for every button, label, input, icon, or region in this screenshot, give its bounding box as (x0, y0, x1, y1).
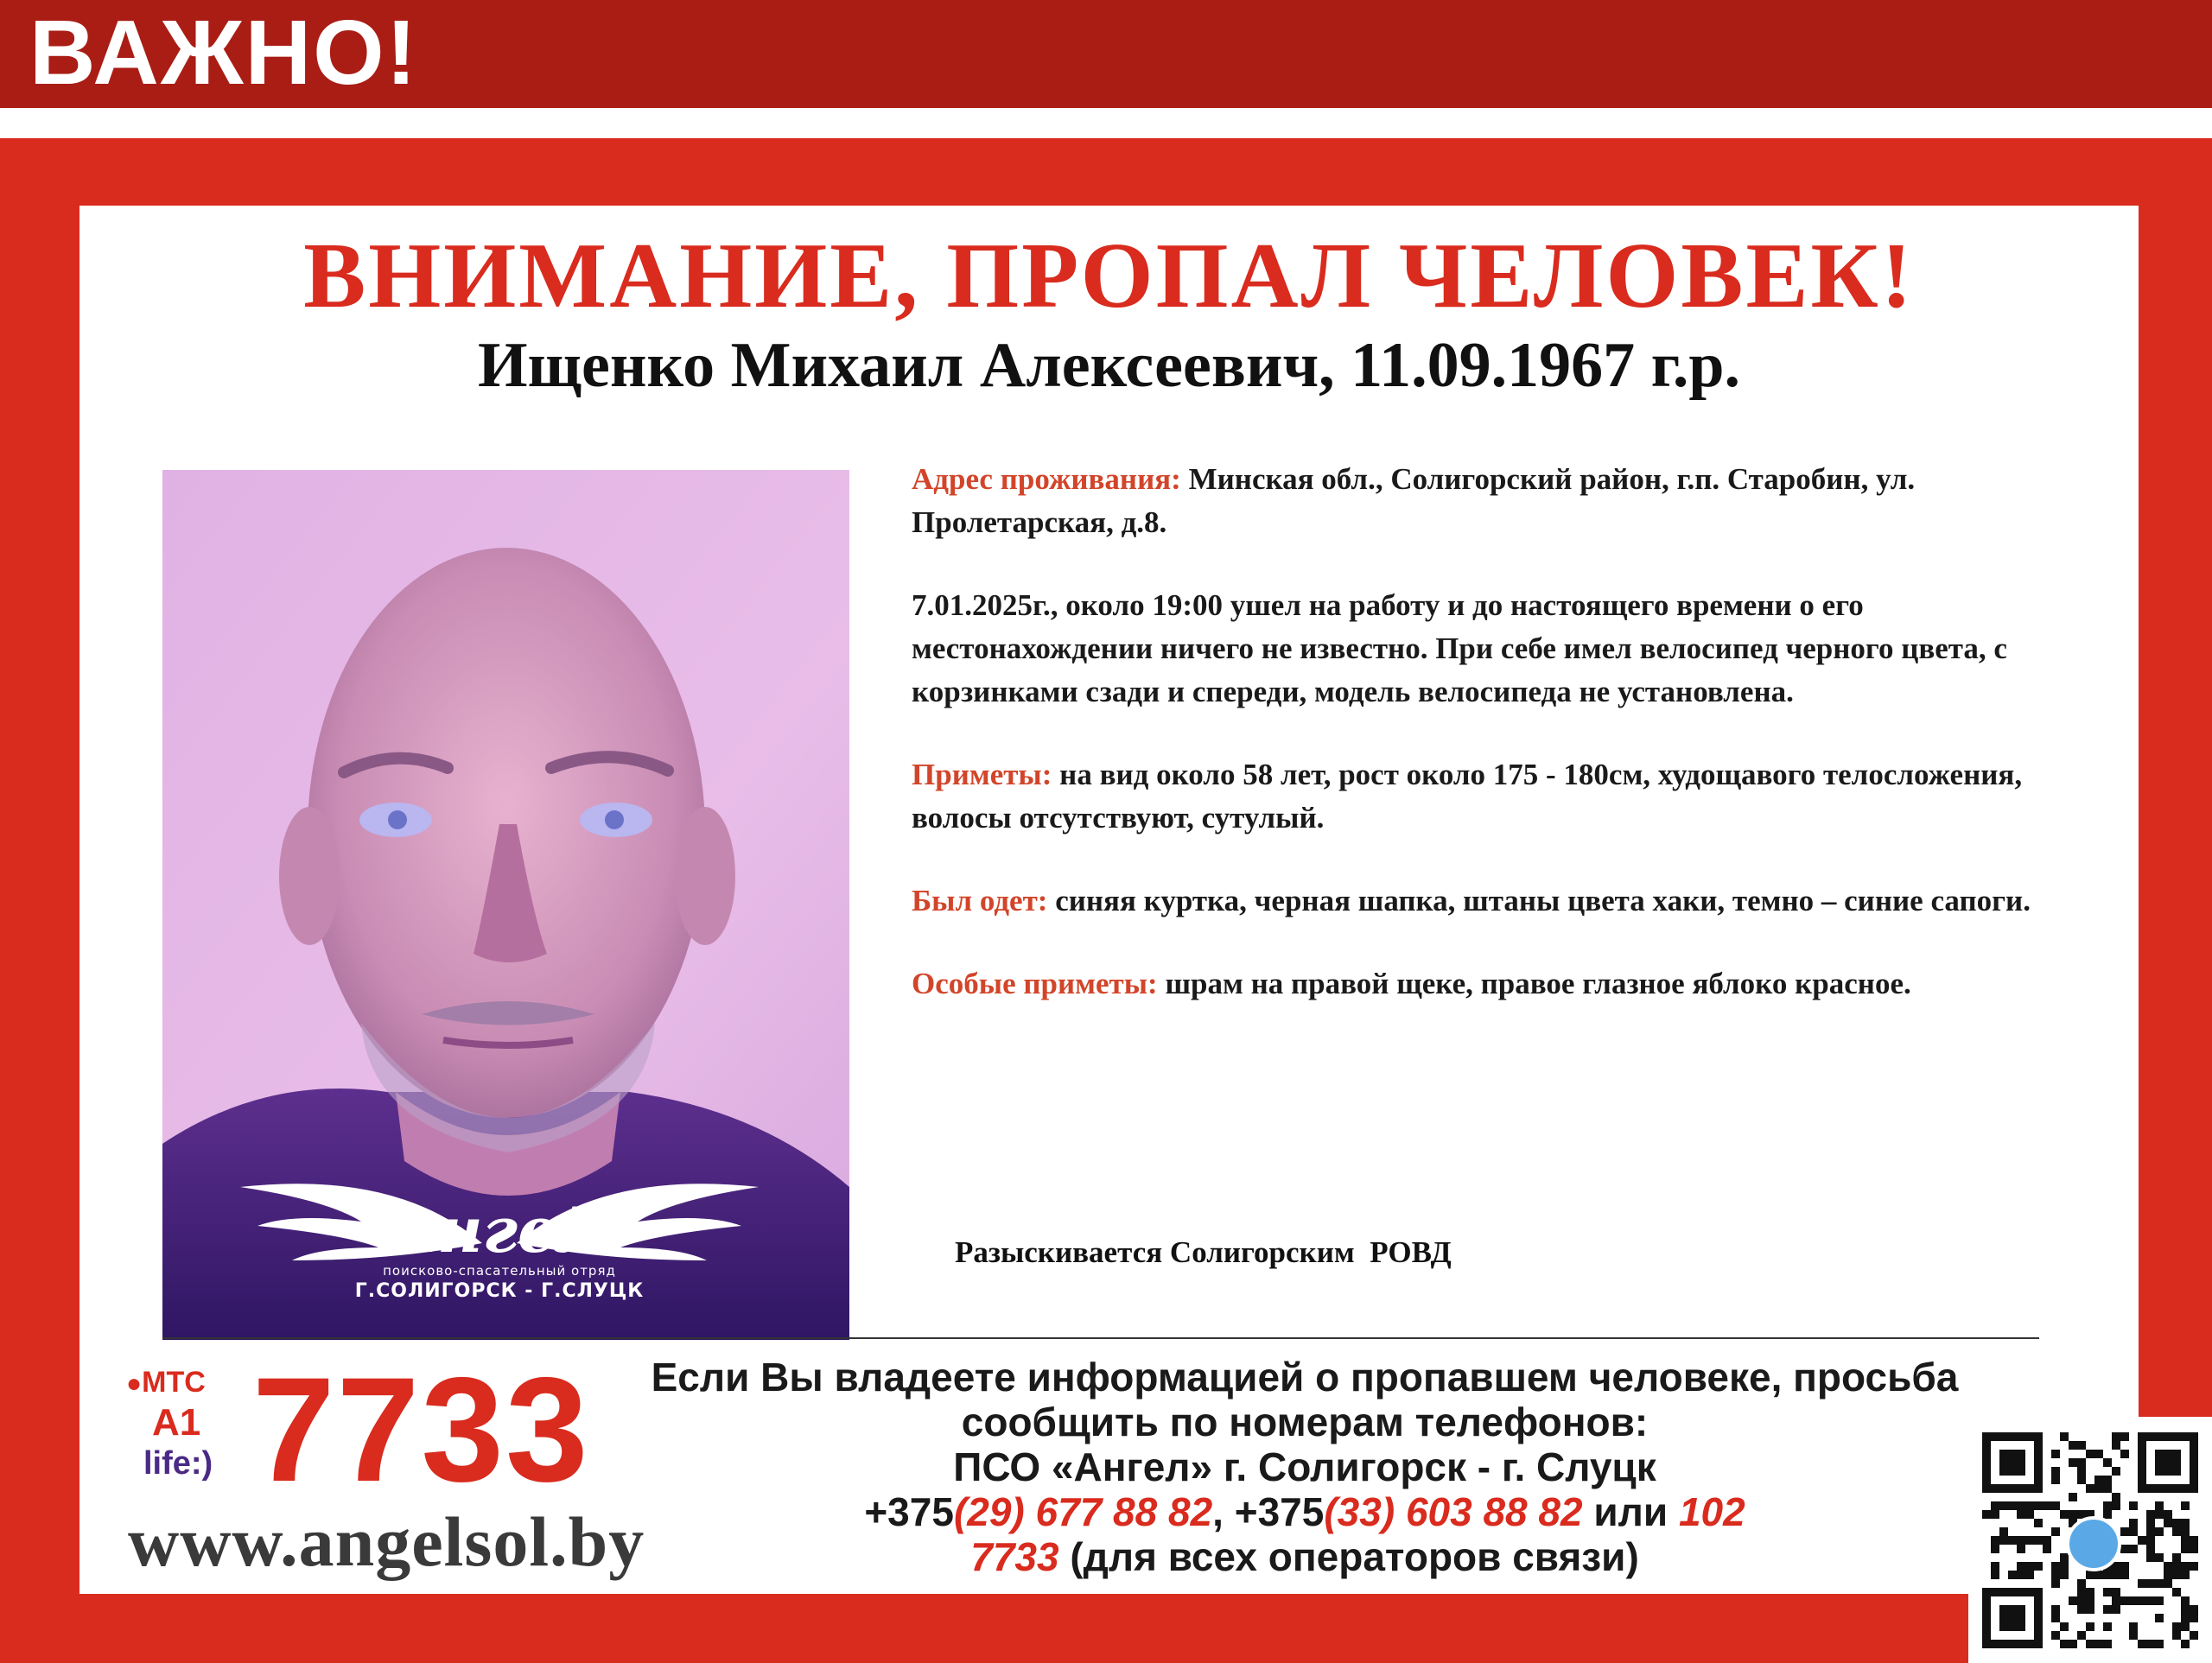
operator-mts (126, 1367, 206, 1400)
phone-prefix: +375 (864, 1489, 954, 1534)
phone-2[interactable]: (33) 603 88 82 (1324, 1489, 1583, 1534)
divider-line (162, 1337, 2039, 1339)
clothes-label: Был одет: (912, 884, 1048, 917)
phone-7733[interactable]: 7733 (970, 1534, 1059, 1579)
operator-mts-label: МТС (142, 1366, 206, 1399)
signs-label: Приметы: (912, 758, 1052, 791)
sought-by: Разыскивается Солигорским РОВД (955, 1235, 1452, 1269)
phone-1[interactable]: (29) 677 88 82 (953, 1489, 1213, 1534)
angel-logo (223, 1161, 776, 1334)
contact-phones (562, 1489, 2048, 1534)
contact-line-2: сообщить по номерам телефонов: (961, 1400, 1649, 1444)
operator-a1: A1 (152, 1401, 201, 1444)
qr-code[interactable] (1968, 1417, 2212, 1663)
clothes-text: синяя куртка, черная шапка, штаны цвета хаки, темно – синие сапоги. (1055, 884, 2031, 917)
angel-logo-subtitle: поисково-спасательный отряд (383, 1263, 616, 1279)
all-operators-text: (для всех операторов связи) (1058, 1534, 1639, 1579)
special-signs-paragraph (912, 962, 2069, 1006)
address-text: Минская обл., Солигорский район, г.п. Старобин, ул. Пролетарская, д.8. (912, 462, 1916, 539)
poster-headline: ВНИМАНИЕ, ПРОПАЛ ЧЕЛОВЕК! (303, 225, 1915, 327)
contact-line-1: Если Вы владеете информацией о пропавшем человеке, просьба (651, 1355, 1959, 1400)
clothes-paragraph (912, 879, 2069, 923)
circumstances-paragraph: 7.01.2025г., около 19:00 ушел на работу и до настоящего времени о его местонахождении ничего не известно. При себе имел велосипед черного цвета, с корзинками сзади и спереди, модель велосипеда не установлена. (912, 588, 2007, 708)
website-link[interactable]: www.angelsol.by (128, 1502, 645, 1581)
special-signs-label: Особые приметы: (912, 967, 1158, 1000)
contact-block (562, 1355, 2048, 1579)
or-text: или (1582, 1489, 1679, 1534)
special-signs-text: шрам на правой щеке, правое глазное яблоко красное. (1165, 967, 1911, 1000)
contact-short (562, 1534, 2048, 1579)
signs-text: на вид около 58 лет, рост около 175 - 180см, худощавого телосложения, волосы отсутствуют, сутулый. (912, 758, 2023, 835)
address-label: Адрес проживания: (912, 462, 1181, 496)
angel-logo-cities: Г.СОЛИГОРСК - Г.СЛУЦК (354, 1280, 645, 1302)
phone-separator: , +375 (1212, 1489, 1325, 1534)
address-paragraph (912, 458, 2069, 544)
missing-person-photo (162, 470, 849, 1340)
missing-person-name: Ищенко Михаил Алексеевич, 11.09.1967 г.р. (477, 330, 1741, 401)
signs-paragraph (912, 753, 2069, 840)
contact-line-3: ПСО «Ангел» г. Солигорск - г. Слуцк (953, 1444, 1656, 1489)
operator-life: life:) (143, 1445, 213, 1482)
person-info (912, 458, 2069, 1045)
operator-logos (126, 1367, 247, 1488)
phone-102[interactable]: 102 (1678, 1489, 1745, 1534)
banner-title: ВАЖНО! (29, 2, 418, 104)
qr-center-logo (2066, 1516, 2121, 1571)
short-number: 7733 (252, 1347, 590, 1513)
angel-logo-name: АнгеЛ (386, 1193, 613, 1266)
mts-egg-icon: ● (126, 1369, 143, 1398)
